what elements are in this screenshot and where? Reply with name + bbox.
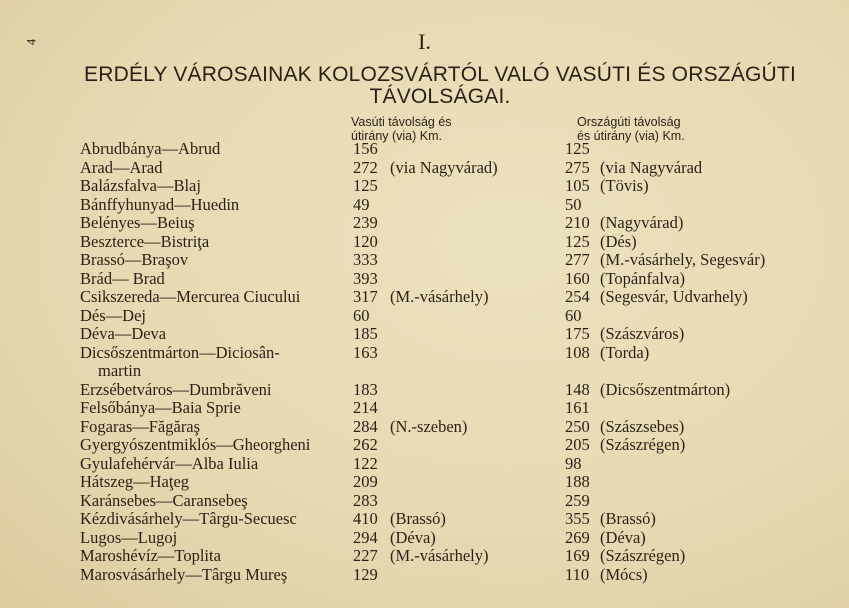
road-distance-header bbox=[577, 115, 685, 143]
distance-table bbox=[0, 140, 849, 584]
place-name bbox=[80, 233, 345, 252]
road-route: (M.-vásárhely, Segesvár) bbox=[600, 250, 766, 269]
road-route: (via Nagyvárad bbox=[600, 157, 703, 177]
road-distance: 161 bbox=[565, 398, 590, 417]
place-name-text: Karánsebes—Caransebeş bbox=[80, 490, 248, 510]
road-route: (Tövis) bbox=[600, 176, 649, 195]
place-name-text: Marosvásárhely—Târgu Mureş bbox=[80, 564, 288, 584]
table-row bbox=[0, 492, 849, 511]
table-row bbox=[0, 140, 849, 159]
table-row bbox=[0, 418, 849, 437]
table-row bbox=[0, 510, 849, 529]
rail-distance: 60 bbox=[353, 305, 370, 325]
place-name-text: Erzsébetváros—Dumbrăveni bbox=[80, 379, 272, 399]
rail-distance: 156 bbox=[353, 139, 378, 158]
rail-distance: 209 bbox=[353, 472, 378, 491]
table-row bbox=[0, 159, 849, 178]
title-line-1: ERDÉLY VÁROSAINAK KOLOZSVÁRTÓL VALÓ VASÚTI ÉS ORSZÁGÚTI bbox=[84, 63, 796, 86]
place-name-text: Brád— Brad bbox=[80, 268, 165, 288]
place-name-text: Hátszeg—Haţeg bbox=[80, 472, 190, 491]
place-name bbox=[80, 381, 345, 400]
road-distance: 125 bbox=[565, 139, 590, 158]
place-name-text: Kézdivásárhely—Târgu-Secuesc bbox=[80, 509, 297, 528]
place-name-text: Dicsőszentmárton—Diciosân- bbox=[80, 342, 280, 362]
road-route: (Dicsőszentmárton) bbox=[600, 379, 731, 399]
road-distance: 275 bbox=[565, 157, 590, 177]
rail-distance: 239 bbox=[353, 213, 378, 232]
place-name-text: Beszterce—Bistriţa bbox=[80, 231, 210, 251]
rail-distance: 317 bbox=[353, 287, 378, 306]
document-title bbox=[40, 64, 840, 108]
road-distance: 277 bbox=[565, 250, 590, 269]
title-line-2: TÁVOLSÁGAI. bbox=[369, 85, 511, 108]
rail-distance: 227 bbox=[353, 546, 378, 565]
rail-distance: 125 bbox=[353, 176, 378, 195]
rail-distance: 49 bbox=[353, 194, 370, 214]
rail-distance: 129 bbox=[353, 564, 378, 584]
table-row bbox=[0, 455, 849, 474]
rail-distance: 284 bbox=[353, 416, 378, 436]
road-distance: 105 bbox=[565, 176, 590, 195]
road-route: (Szászrégen) bbox=[600, 435, 686, 454]
rail-distance: 272 bbox=[353, 157, 378, 177]
place-name bbox=[80, 288, 345, 307]
road-distance: 210 bbox=[565, 213, 590, 232]
road-route: (Brassó) bbox=[600, 509, 656, 528]
place-name bbox=[80, 455, 345, 474]
table-row bbox=[0, 381, 849, 400]
road-distance: 98 bbox=[565, 453, 582, 473]
road-route: (Topánfalva) bbox=[600, 268, 685, 288]
rail-distance: 333 bbox=[353, 250, 378, 269]
table-row bbox=[0, 566, 849, 585]
place-name-text: Fogaras—Făgăraş bbox=[80, 416, 201, 436]
table-row bbox=[0, 344, 849, 381]
rail-distance: 294 bbox=[353, 527, 378, 547]
road-distance: 125 bbox=[565, 231, 590, 251]
place-name-text: Maroshévíz—Toplita bbox=[80, 546, 221, 565]
rail-distance: 122 bbox=[353, 453, 378, 473]
road-distance: 50 bbox=[565, 194, 582, 214]
place-name-continuation: martin bbox=[98, 361, 142, 380]
road-distance: 108 bbox=[565, 342, 590, 362]
table-row bbox=[0, 177, 849, 196]
place-name bbox=[80, 307, 345, 326]
place-name bbox=[80, 325, 345, 344]
place-name bbox=[80, 214, 345, 233]
road-distance: 188 bbox=[565, 472, 590, 491]
road-distance: 355 bbox=[565, 509, 590, 528]
place-name bbox=[80, 270, 345, 289]
road-distance: 110 bbox=[565, 564, 590, 584]
place-name-text: Csikszereda—Mercurea Ciucului bbox=[80, 287, 301, 306]
place-name-text: Abrudbánya—Abrud bbox=[80, 139, 221, 158]
place-name bbox=[80, 510, 345, 529]
place-name bbox=[80, 547, 345, 566]
road-distance: 205 bbox=[565, 435, 590, 454]
rail-route: (M.-vásárhely) bbox=[390, 546, 489, 565]
place-name bbox=[80, 140, 345, 159]
place-name-text: Brassó—Braşov bbox=[80, 250, 189, 269]
road-route: (Szászváros) bbox=[600, 324, 685, 343]
place-name-text: Bánffyhunyad—Huedin bbox=[80, 194, 240, 214]
road-distance: 175 bbox=[565, 324, 590, 343]
rail-header-line-1: Vasúti távolság és bbox=[351, 115, 452, 129]
table-row bbox=[0, 307, 849, 326]
place-name-text: Balázsfalva—Blaj bbox=[80, 176, 201, 195]
rail-distance: 183 bbox=[353, 379, 378, 399]
table-row bbox=[0, 529, 849, 548]
place-name bbox=[80, 177, 345, 196]
rail-distance: 163 bbox=[353, 342, 378, 362]
place-name-text: Dés—Dej bbox=[80, 305, 146, 325]
place-name bbox=[80, 436, 345, 455]
rail-distance: 120 bbox=[353, 231, 378, 251]
rail-distance: 262 bbox=[353, 435, 378, 454]
place-name-text: Arad—Arad bbox=[80, 157, 163, 177]
table-row bbox=[0, 214, 849, 233]
place-name-text: Déva—Deva bbox=[80, 324, 167, 343]
page-number: 4 bbox=[23, 38, 39, 46]
place-name bbox=[80, 399, 345, 418]
rail-route: (Brassó) bbox=[390, 509, 446, 528]
table-row bbox=[0, 270, 849, 289]
table-row bbox=[0, 547, 849, 566]
place-name bbox=[80, 566, 345, 585]
rail-distance: 283 bbox=[353, 490, 378, 510]
place-name-text: Gyulafehérvár—Alba Iulia bbox=[80, 453, 259, 473]
road-route: (Dés) bbox=[600, 231, 637, 251]
road-distance: 259 bbox=[565, 490, 590, 510]
road-distance: 160 bbox=[565, 268, 590, 288]
table-row bbox=[0, 473, 849, 492]
road-route: (Segesvár, Udvarhely) bbox=[600, 287, 748, 306]
table-row bbox=[0, 399, 849, 418]
road-distance: 60 bbox=[565, 305, 582, 325]
rail-route: (M.-vásárhely) bbox=[390, 287, 489, 306]
road-route: (Mócs) bbox=[600, 564, 648, 584]
road-route: (Nagyvárad) bbox=[600, 213, 684, 232]
road-distance: 254 bbox=[565, 287, 590, 306]
road-distance: 250 bbox=[565, 416, 590, 436]
table-row bbox=[0, 233, 849, 252]
place-name-text: Felsőbánya—Baia Sprie bbox=[80, 398, 241, 417]
road-header-line-1: Országúti távolság bbox=[577, 115, 681, 129]
rail-distance: 214 bbox=[353, 398, 378, 417]
place-name-text: Gyergyószentmiklós—Gheorgheni bbox=[80, 435, 311, 454]
table-row bbox=[0, 288, 849, 307]
road-route: (Szászrégen) bbox=[600, 546, 686, 565]
road-route: (Torda) bbox=[600, 342, 650, 362]
rail-distance: 185 bbox=[353, 324, 378, 343]
place-name bbox=[80, 529, 345, 548]
rail-route: (via Nagyvárad) bbox=[390, 157, 498, 177]
rail-distance: 410 bbox=[353, 509, 378, 528]
road-route: (Déva) bbox=[600, 527, 646, 547]
place-name-text: Lugos—Lugoj bbox=[80, 527, 178, 547]
table-row bbox=[0, 196, 849, 215]
rail-route: (N.-szeben) bbox=[390, 416, 468, 436]
place-name bbox=[80, 159, 345, 178]
rail-route: (Déva) bbox=[390, 527, 436, 547]
place-name bbox=[80, 344, 345, 381]
road-distance: 148 bbox=[565, 379, 590, 399]
place-name bbox=[80, 251, 345, 270]
place-name bbox=[80, 418, 345, 437]
rail-header-line-2: útirány (via) Km. bbox=[351, 129, 442, 143]
road-route: (Szászsebes) bbox=[600, 416, 685, 436]
road-header-line-2: és útirány (via) Km. bbox=[577, 129, 685, 143]
table-row bbox=[0, 251, 849, 270]
table-row bbox=[0, 325, 849, 344]
section-numeral: I. bbox=[418, 29, 431, 54]
road-distance: 169 bbox=[565, 546, 590, 565]
place-name bbox=[80, 492, 345, 511]
place-name-text: Belényes—Beiuş bbox=[80, 213, 195, 232]
place-name bbox=[80, 473, 345, 492]
road-distance: 269 bbox=[565, 527, 590, 547]
table-row bbox=[0, 436, 849, 455]
place-name bbox=[80, 196, 345, 215]
rail-distance: 393 bbox=[353, 268, 378, 288]
